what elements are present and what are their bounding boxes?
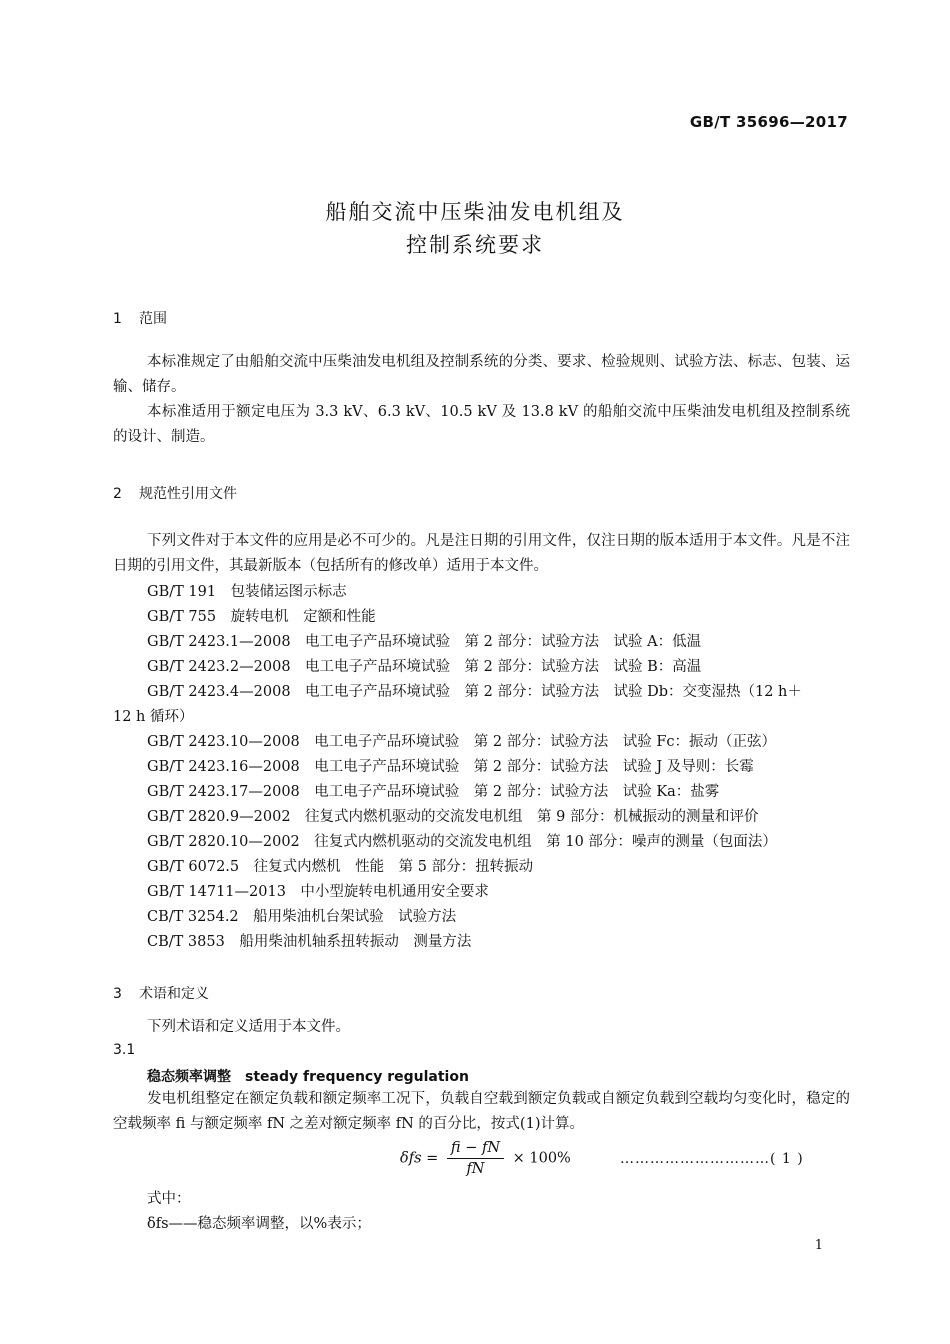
subsection-number: 3.1 bbox=[113, 1042, 136, 1058]
reference-item: GB/T 2820.9—2002 往复式内燃机驱动的交流发电机组 第 9 部分：机械振动的测量和评价 bbox=[147, 809, 759, 825]
paragraph: 本标准规定了由船舶交流中压柴油发电机组及控制系统的分类、要求、检验规则、试验方法、标志、包装、运输、储存。 bbox=[113, 354, 850, 395]
reference-item: CB/T 3254.2 船用柴油机台架试验 试验方法 bbox=[147, 909, 457, 925]
reference-item: GB/T 2423.2—2008 电工电子产品环境试验 第 2 部分：试验方法 试验 B：高温 bbox=[147, 659, 702, 675]
reference-item-continuation: 12 h 循环） bbox=[113, 709, 194, 725]
formula-dots: ………………………… bbox=[620, 1151, 770, 1167]
reference-item: GB/T 2423.16—2008 电工电子产品环境试验 第 2 部分：试验方法 试验 J 及导则：长霉 bbox=[147, 759, 754, 775]
reference-item: GB/T 2423.17—2008 电工电子产品环境试验 第 2 部分：试验方法 试验 Ka：盐雾 bbox=[147, 784, 720, 800]
reference-item: GB/T 191 包装储运图示标志 bbox=[147, 584, 347, 600]
document-title-line1: 船舶交流中压柴油发电机组及 bbox=[325, 200, 625, 224]
term-english: steady frequency regulation bbox=[245, 1069, 469, 1085]
formula-eq-number: ( 1 ) bbox=[770, 1151, 804, 1167]
section-title: 范围 bbox=[139, 311, 167, 327]
formula-times: × 100% bbox=[512, 1150, 571, 1167]
section-number: 3 bbox=[113, 986, 122, 1002]
document-title-line2: 控制系统要求 bbox=[406, 233, 544, 257]
section-2-intro bbox=[113, 529, 850, 579]
term-definition bbox=[113, 1087, 850, 1137]
reference-item: GB/T 2820.10—2002 往复式内燃机驱动的交流发电机组 第 10 部分：噪声的测量（包面法） bbox=[147, 834, 777, 850]
section-title: 术语和定义 bbox=[139, 986, 209, 1002]
reference-item: GB/T 14711—2013 中小型旋转电机通用安全要求 bbox=[147, 884, 489, 900]
formula-equals: = bbox=[426, 1150, 439, 1167]
section-2-heading bbox=[113, 483, 237, 503]
formula-lhs: δfs bbox=[400, 1150, 422, 1167]
section-title: 规范性引用文件 bbox=[139, 486, 237, 502]
formula-numerator: fi − fN bbox=[447, 1140, 504, 1159]
term-chinese: 稳态频率调整 bbox=[147, 1069, 231, 1085]
section-3-heading bbox=[113, 983, 209, 1003]
reference-item: GB/T 2423.4—2008 电工电子产品环境试验 第 2 部分：试验方法 试验 Db：交变湿热（12 h＋ bbox=[147, 684, 802, 700]
section-number: 1 bbox=[113, 311, 122, 327]
formula-fraction bbox=[447, 1140, 504, 1177]
term-heading bbox=[147, 1066, 469, 1086]
paragraph: 本标准适用于额定电压为 3.3 kV、6.3 kV、10.5 kV 及 13.8 kV 的船舶交流中压柴油发电机组及控制系统的设计、制造。 bbox=[113, 404, 850, 445]
reference-item: GB/T 2423.10—2008 电工电子产品环境试验 第 2 部分：试验方法 试验 Fc：振动（正弦） bbox=[147, 734, 776, 750]
section-1-heading bbox=[113, 308, 167, 328]
reference-item: GB/T 755 旋转电机 定额和性能 bbox=[147, 609, 376, 625]
section-3-intro: 下列术语和定义适用于本文件。 bbox=[147, 1019, 350, 1035]
formula-denominator: fN bbox=[466, 1161, 485, 1177]
reference-item: CB/T 3853 船用柴油机轴系扭转振动 测量方法 bbox=[147, 934, 472, 950]
formula-number bbox=[620, 1151, 804, 1167]
section-number: 2 bbox=[113, 486, 122, 502]
reference-item: GB/T 6072.5 往复式内燃机 性能 第 5 部分：扭转振动 bbox=[147, 859, 534, 875]
section-1-body bbox=[113, 350, 850, 450]
standard-number: GB/T 35696—2017 bbox=[689, 113, 848, 131]
paragraph: 下列文件对于本文件的应用是必不可少的。凡是注日期的引用文件，仅注日期的版本适用于本文件。凡是不注日期的引用文件，其最新版本（包括所有的修改单）适用于本文件。 bbox=[113, 533, 850, 574]
page-number: 1 bbox=[814, 1238, 823, 1253]
paragraph: 发电机组整定在额定负载和额定频率工况下，负载自空载到额定负载或自额定负载到空载均匀变化时，稳定的空载频率 fi 与额定频率 fN 之差对额定频率 fN 的百分比，按式(1)计算。 bbox=[113, 1091, 850, 1132]
formula-1 bbox=[400, 1140, 571, 1177]
where-label: 式中： bbox=[147, 1191, 191, 1207]
symbol-definition: δfs——稳态频率调整，以%表示； bbox=[147, 1216, 371, 1232]
reference-item: GB/T 2423.1—2008 电工电子产品环境试验 第 2 部分：试验方法 试验 A：低温 bbox=[147, 634, 702, 650]
